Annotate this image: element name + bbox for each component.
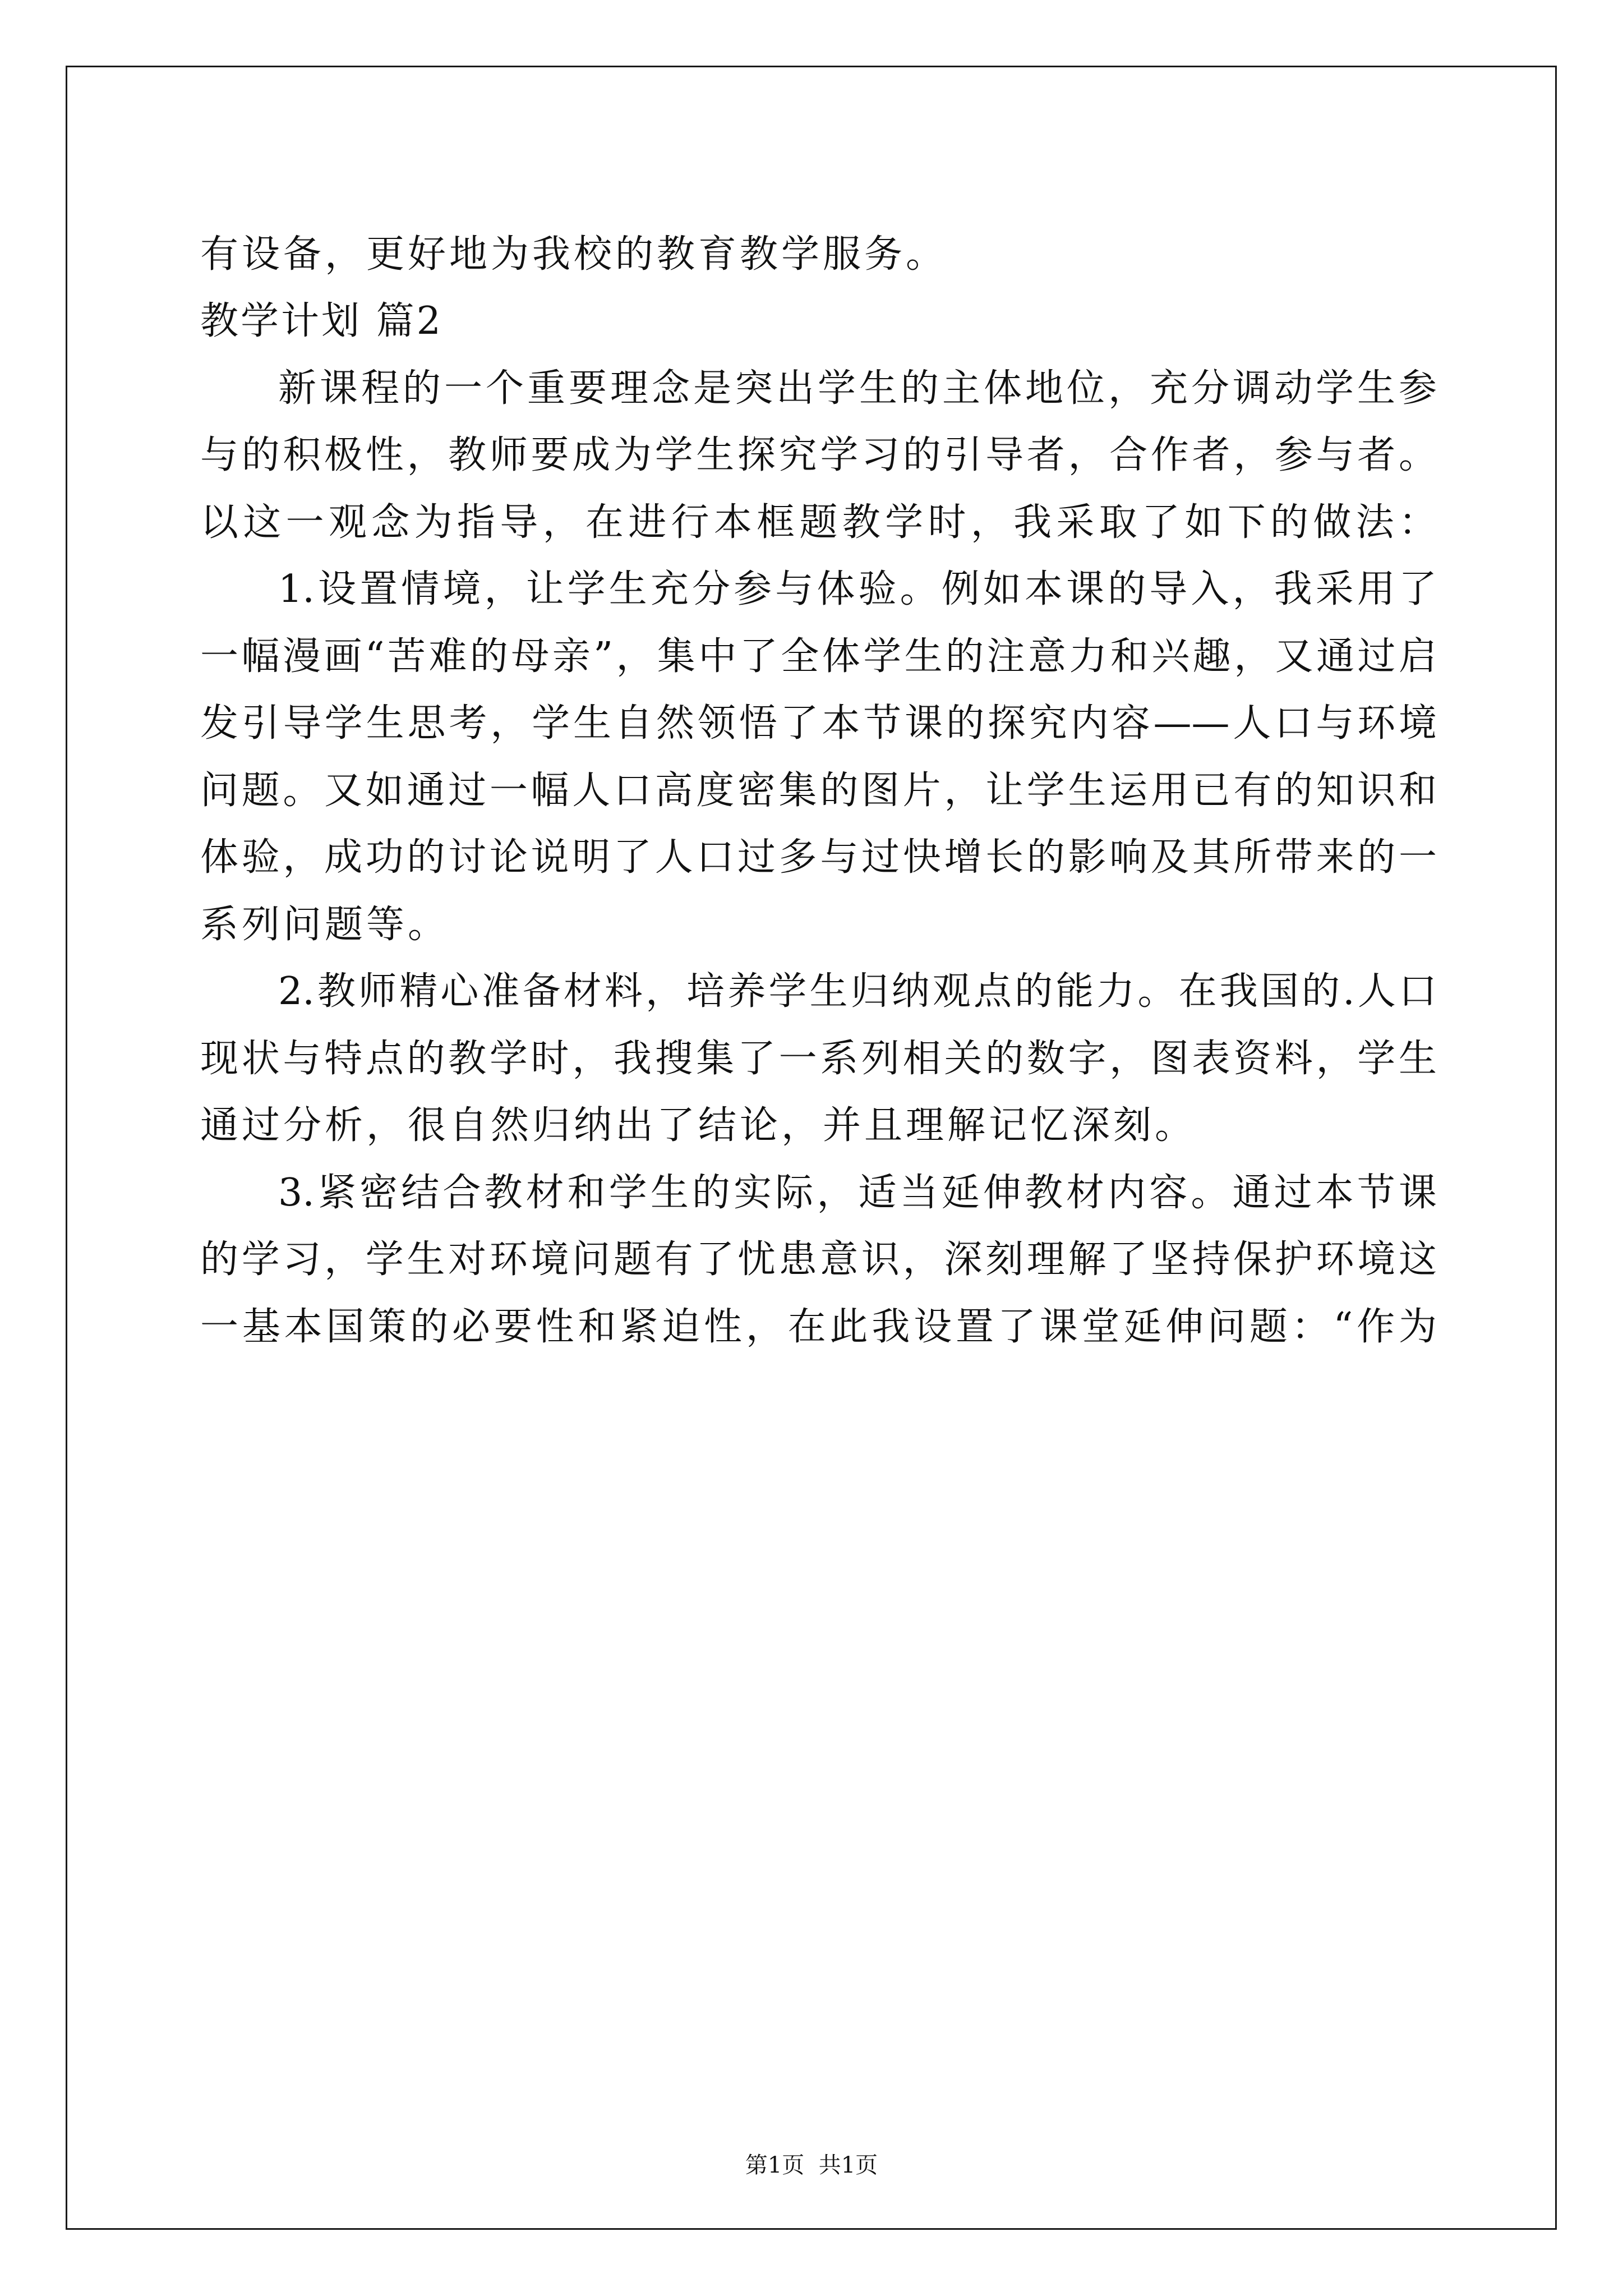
text-line: 发引导学生思考，学生自然领悟了本节课的探究内容——人口与环境: [200, 701, 1437, 746]
text-line: 以这一观念为指导，在进行本框题教学时，我采取了如下的做法：: [200, 500, 1437, 545]
text-line: 问题。又如通过一幅人口高度密集的图片，让学生运用已有的知识和: [200, 769, 1437, 813]
text-line: 系列问题等。: [200, 903, 450, 947]
text-line: 一幅漫画“苦难的母亲”，集中了全体学生的注意力和兴趣，又通过启: [200, 634, 1437, 679]
text-line: 现状与特点的教学时，我搜集了一系列相关的数字，图表资料，学生: [200, 1037, 1437, 1081]
paragraph-first-line: 1.设置情境，让学生充分参与体验。例如本课的导入，我采用了: [278, 567, 1437, 611]
paragraph-first-line: 2.教师精心准备材料，培养学生归纳观点的能力。在我国的.人口: [278, 969, 1437, 1014]
text-line: 与的积极性，教师要成为学生探究学习的引导者，合作者，参与者。: [200, 433, 1437, 477]
text-line: 有设备，更好地为我校的教育教学服务。: [200, 232, 948, 277]
text-line: 通过分析，很自然归纳出了结论，并且理解记忆深刻。: [200, 1103, 1197, 1148]
text-line: 的学习，学生对环境问题有了忧患意识，深刻理解了坚持保护环境这: [200, 1237, 1437, 1282]
text-line: 体验，成功的讨论说明了人口过多与过快增长的影响及其所带来的一: [200, 835, 1437, 880]
text-line: 一基本国策的必要性和紧迫性，在此我设置了课堂延伸问题：“作为: [200, 1305, 1437, 1349]
page-footer: 第1页 共1页: [745, 2152, 878, 2178]
section-heading: 教学计划 篇2: [200, 299, 443, 343]
paragraph-first-line: 新课程的一个重要理念是突出学生的主体地位，充分调动学生参: [278, 366, 1437, 411]
paragraph-first-line: 3.紧密结合教材和学生的实际，适当延伸教材内容。通过本节课: [278, 1171, 1437, 1215]
